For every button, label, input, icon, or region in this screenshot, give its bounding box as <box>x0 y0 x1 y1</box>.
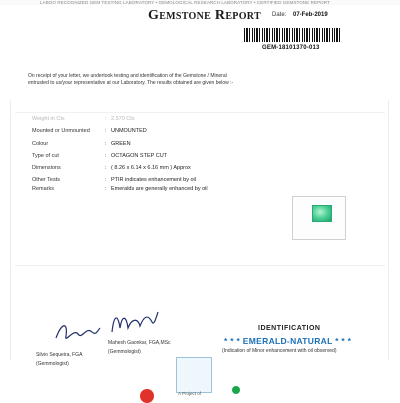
identification-heading: IDENTIFICATION <box>258 325 321 332</box>
colon: : <box>105 186 107 192</box>
detail-label-dimensions: Dimensions <box>32 165 61 171</box>
detail-value-remarks: Emeralds are generally enhanced by oil <box>111 186 208 192</box>
signature-2 <box>108 308 160 338</box>
lab-tagline: LABOO RECOGNIZED GEM TESTING LABORATORY • GEMOLOGICAL RESEARCH LABORATORY • CERTIFIED GEMSTONE REPORT <box>40 0 330 5</box>
barcode <box>244 28 340 42</box>
colon: : <box>105 116 107 122</box>
colon: : <box>105 177 107 183</box>
detail-label-weight: Weight in Cts <box>32 116 65 122</box>
detail-value-other-tests: PTIR indicates enhancement by oil <box>111 177 196 183</box>
divider <box>15 112 385 113</box>
detail-value-cut: OCTAGON STEP CUT <box>111 153 168 159</box>
intro-paragraph <box>28 73 288 86</box>
right-border <box>388 100 389 360</box>
colon: : <box>105 141 107 147</box>
emerald-stone-image <box>312 205 332 222</box>
colon: : <box>105 128 107 134</box>
signatory-1-role: (Gemmologist) <box>36 361 69 367</box>
signatory-2-name: Mahesh Gaonkar, FGA,MSc <box>108 340 171 346</box>
red-logo-mark <box>140 389 154 403</box>
left-border <box>10 100 11 360</box>
date-label: Date: <box>272 12 287 18</box>
signatory-1-name: Silvio Sequeira, FGA <box>36 352 83 358</box>
intro-line-2: entrusted to us/your representative at our Laboratory. The results obtained are given below :- <box>28 79 234 86</box>
report-date: 07-Feb-2019 <box>293 12 328 18</box>
detail-value-mounting: UNMOUNTED <box>111 128 147 134</box>
project-of-label: A Project of <box>178 391 202 396</box>
detail-label-remarks: Remarks <box>32 186 55 192</box>
report-title: Gemstone Report <box>148 8 261 23</box>
detail-value-weight: 2.570 Cts <box>111 116 135 122</box>
identification-result: * * * EMERALD-NATURAL * * * <box>224 336 352 346</box>
intro-line-1: On receipt of your letter, we undertook testing and identification of the Gemstone / Mineral <box>28 73 227 79</box>
detail-value-dimensions: ( 8.26 x 6.14 x 6.16 mm ) Approx <box>111 165 191 171</box>
certification-seal <box>176 357 212 393</box>
signatory-2-role: (Gemmologist) <box>108 349 141 355</box>
green-logo-mark <box>232 386 240 394</box>
detail-label-mounting: Mounted or Unmounted <box>32 128 90 134</box>
colon: : <box>105 153 107 159</box>
signature-1 <box>52 318 102 348</box>
divider <box>15 265 385 266</box>
colon: : <box>105 165 107 171</box>
detail-label-colour: Colour <box>32 141 49 147</box>
report-number: GEM-18101370-013 <box>262 45 320 51</box>
detail-label-other-tests: Other Tests <box>32 177 61 183</box>
detail-value-colour: GREEN <box>111 141 131 147</box>
detail-label-cut: Type of cut <box>32 153 59 159</box>
identification-note: (Indication of Minor enhancement with oil observed) <box>222 348 337 354</box>
